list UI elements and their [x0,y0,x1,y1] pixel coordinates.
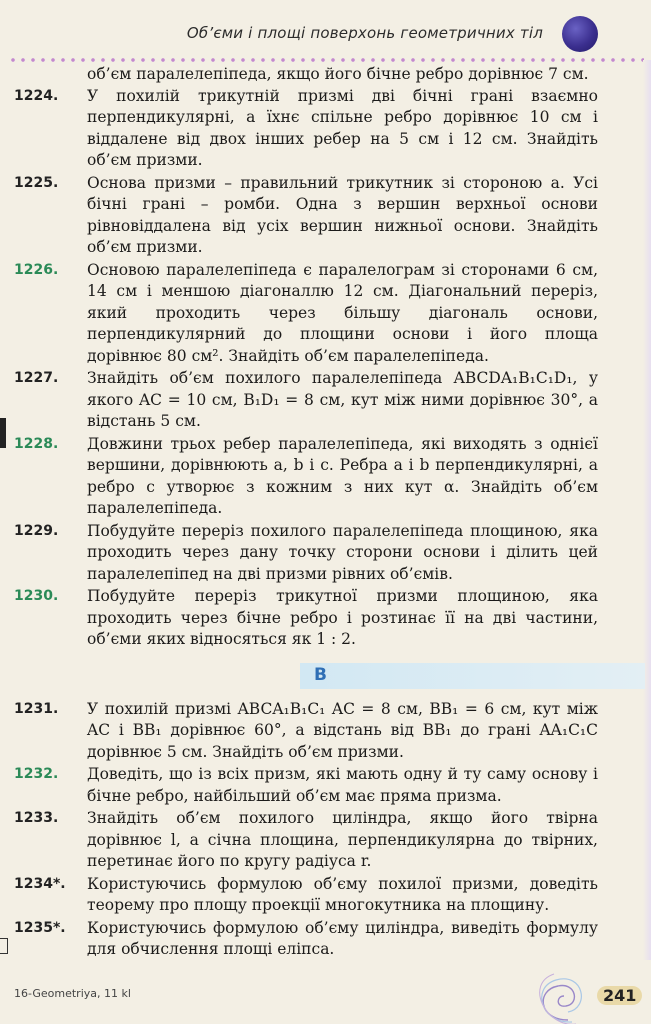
problem-item [0,260,651,368]
problem-text: Основою паралелепіпеда є паралелограм зі сторонами 6 см, 14 см і меншою діагоналлю 12 см. Діагональний переріз, який проходить через більшу діагональ основи, перпендикулярний до площини основи і його площа дорівнює 80 см². Знайдіть об’єм паралелепіпеда. [87,260,598,365]
problem-item [0,764,651,807]
problem-number: 1234*. [14,875,66,892]
problem-number: 1232. [14,766,59,782]
problem-item [0,699,651,764]
page-header [0,0,651,60]
problem-item [0,586,651,651]
problem-text: Доведіть, що із всіх призм, які мають одну й ту саму основу і бічне ребро, найбільший об’єм має пряма призма. [87,765,598,805]
problem-text: Побудуйте переріз трикутної призми площиною, яка проходить через бічне ребро і розтинає її на дві частини, об’єми яких відносяться як 1 : 2. [87,587,598,648]
problem-number: 1226. [14,261,59,278]
section-letter: В [314,664,327,685]
problem-item [0,521,651,586]
footer-signature: 16-Geometriya, 11 kl [14,987,131,1000]
problem-text: У похилій трикутній призмі дві бічні грані взаємно перпендикулярні, а їхнє спільне ребро дорівнює 10 см і віддалене від двох інших ребер на 5 см і 12 см. Знайдіть об’єм призми. [87,86,598,169]
swirl-decoration-icon [528,960,608,1024]
problems-list-a [0,86,651,651]
problem-number: 1231. [14,700,59,717]
decorative-ball-icon [562,16,598,52]
problem-text: Побудуйте переріз похилого паралелепіпеда площиною, яка проходить через дану точку сторони основи і ділить цей паралелепіпед на дві призми рівних об’ємів. [87,521,598,583]
problems-list-b [0,699,651,961]
problem-number: 1228. [14,435,59,452]
page-content [0,64,651,962]
problem-item [0,918,651,961]
problem-number: 1233. [14,810,59,826]
problem-number: 1227. [14,370,59,386]
problem-text: Довжини трьох ребер паралелепіпеда, які виходять з однієї вершини, дорівнюють a, b і c. Ребра a і b перпендикулярні, а ребро c утворює з кожним з них кут α. Знайдіть об’єм паралелепіпеда. [87,434,598,517]
problem-item [0,86,651,172]
section-header [300,663,645,689]
problem-item [0,368,651,433]
problem-number: 1225. [14,174,59,191]
problem-item [0,808,651,873]
problem-number: 1230. [14,588,59,604]
problem-text: Основа призми – правильний трикутник зі стороною a. Усі бічні грані – ромби. Одна з вершин верхньої основи рівновіддалена від усіх вершин нижньої основи. Знайдіть об’єм призми. [87,173,598,256]
continuation-text: об’єм паралелепіпеда, якщо його бічне ребро дорівнює 7 см. [87,65,589,83]
problem-number: 1235*. [14,919,66,936]
problem-number: 1229. [14,522,59,539]
problem-number: 1224. [14,87,59,104]
problem-item [0,173,651,259]
problem-text: Знайдіть об’єм похилого паралелепіпеда ABCDA₁B₁C₁D₁, у якого AC = 10 см, B₁D₁ = 8 см, кут між ними дорівнює 30°, а відстань 5 см. [87,369,598,430]
problem-item [0,434,651,520]
running-title: Об’єми і площі поверхонь геометричних тіл [186,24,543,42]
problem-text: Користуючись формулою об’єму циліндра, виведіть формулу для обчислення площі еліпса. [87,918,598,958]
problem-item [0,874,651,917]
dotted-divider [8,57,644,63]
problem-text: Користуючись формулою об’єму похилої призми, доведіть теорему про площу проекції многокутника на площину. [87,874,598,914]
problem-text: Знайдіть об’єм похилого циліндра, якщо його твірна дорівнює l, а січна площина, перпендикулярна до твірних, перетинає його по кругу радіуса r. [87,809,598,870]
page-number: 241 [597,986,642,1005]
problem-text: У похилій призмі ABCA₁B₁C₁ AC = 8 см, BB₁ = 6 см, кут між AC і BB₁ дорівнює 60°, а відстань від BB₁ до грані AA₁C₁C дорівнює 5 см. Знайдіть об’єм призми. [87,699,598,761]
